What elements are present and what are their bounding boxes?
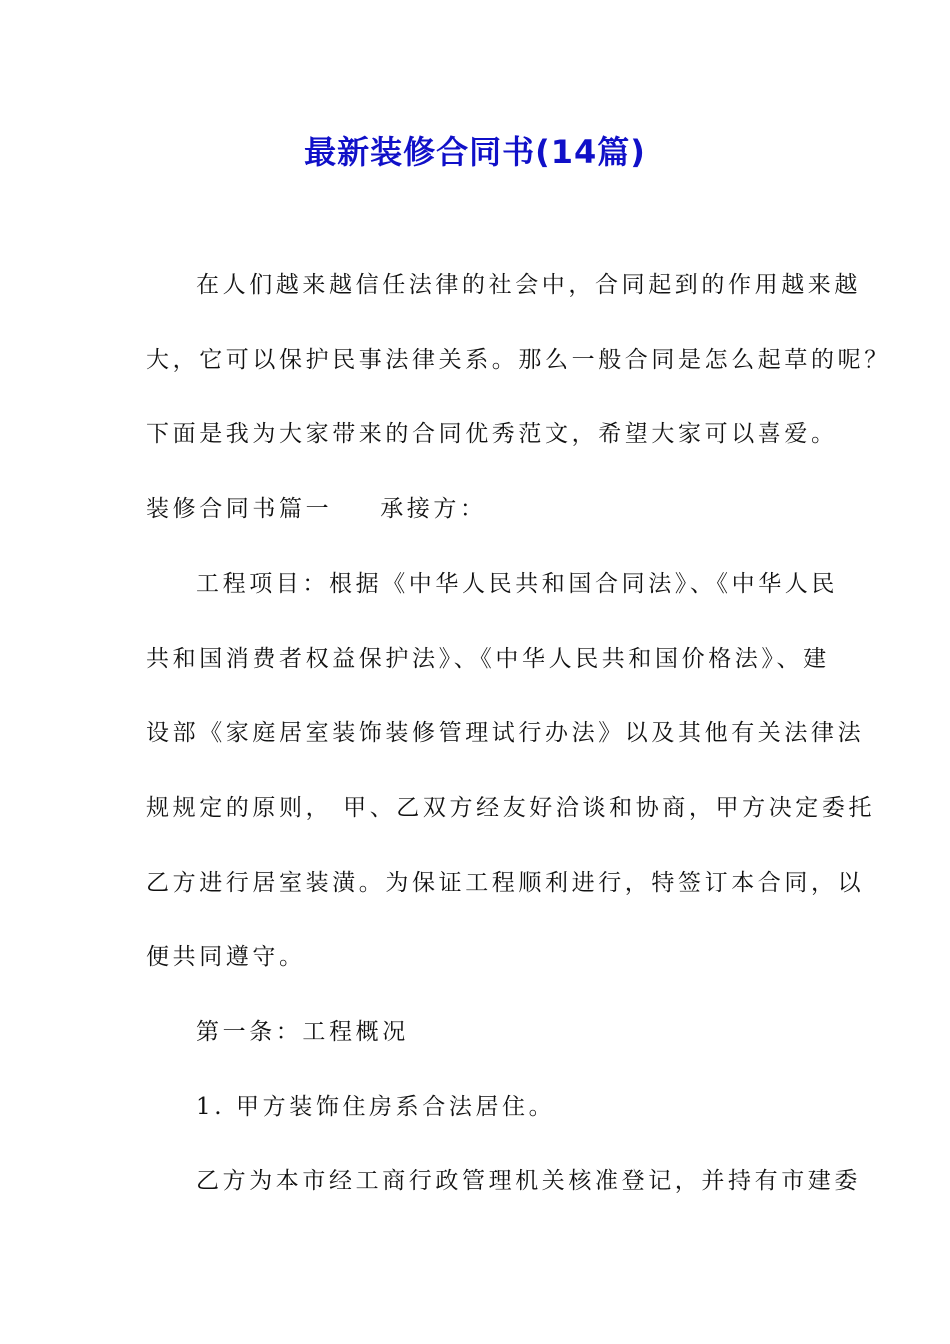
list-item: 1. 甲方装饰住房系合法居住。 <box>196 1094 556 1120</box>
section-heading-line <box>146 494 487 524</box>
paragraph-line: 规规定的原则， 甲、乙双方经友好洽谈和协商，甲方决定委托 <box>146 795 876 821</box>
paragraph-line: 设部《家庭居室装饰装修管理试行办法》以及其他有关法律法 <box>146 720 865 746</box>
article-heading: 第一条：工程概况 <box>196 1019 409 1045</box>
contractor-label: 承接方： <box>380 496 487 522</box>
paragraph-line: 在人们越来越信任法律的社会中，合同起到的作用越来越 <box>196 272 861 298</box>
paragraph-line: 便共同遵守。 <box>146 944 306 970</box>
paragraph-line: 乙方进行居室装潢。为保证工程顺利进行，特签订本合同，以 <box>146 870 865 896</box>
paragraph-line: 下面是我为大家带来的合同优秀范文，希望大家可以喜爱。 <box>146 421 838 447</box>
section-heading: 装修合同书篇一 <box>146 496 333 522</box>
paragraph-line: 大，它可以保护民事法律关系。那么一般合同是怎么起草的呢？ <box>146 347 891 373</box>
paragraph-line: 工程项目：根据《中华人民共和国合同法》、《中华人民 <box>196 571 838 597</box>
document-title: 最新装修合同书(14篇) <box>304 133 646 171</box>
paragraph-line: 共和国消费者权益保护法》、《中华人民共和国价格法》、建 <box>146 646 830 672</box>
paragraph-line: 乙方为本市经工商行政管理机关核准登记，并持有市建委 <box>196 1168 861 1194</box>
